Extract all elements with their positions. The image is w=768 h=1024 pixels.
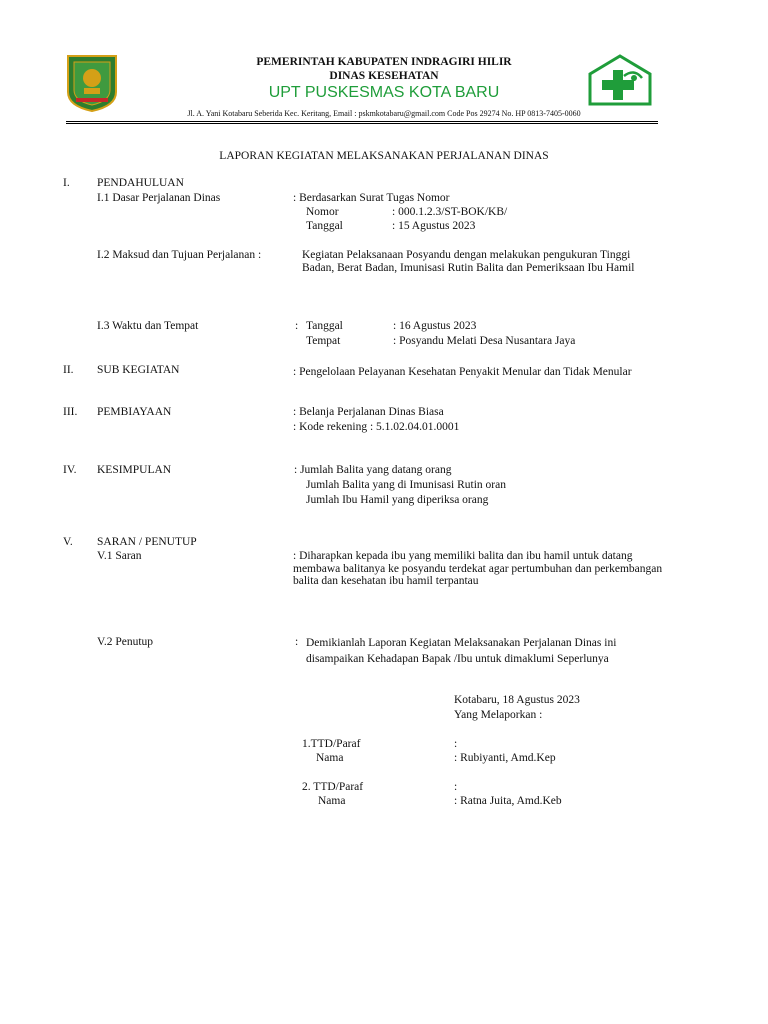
i3-tempat-label: Tempat — [306, 335, 341, 347]
section-5-number: V. — [63, 536, 73, 548]
ttd2-colon: : — [454, 781, 458, 793]
section-4-line-2: Jumlah Balita yang di Imunisasi Rutin oran — [306, 479, 506, 491]
nama1-value: : Rubiyanti, Amd.Kep — [454, 752, 556, 764]
v2-text: Demikianlah Laporan Kegiatan Melaksanakan Perjalanan Dinas ini disampaikan Kehadapan Bapak /Ibu untuk dimaklumi Seperlunya — [306, 637, 617, 665]
i1-label: I.1 Dasar Perjalanan Dinas — [97, 192, 221, 204]
section-3-number: III. — [63, 406, 78, 418]
nama2-value: : Ratna Juita, Amd.Keb — [454, 795, 562, 807]
i2-text: Kegiatan Pelaksanaan Posyandu dengan melakukan pengukuran Tinggi Badan, Berat Badan, Imunisasi Rutin Balita dan Pemeriksaan Ibu Hamil — [302, 249, 635, 274]
i3-colon: : — [295, 320, 299, 332]
signature-reporter: Yang Melaporkan : — [454, 709, 543, 721]
i1-nomor-label: Nomor — [306, 206, 339, 218]
nama1-label: Nama — [316, 752, 344, 764]
i3-tanggal-label: Tanggal — [306, 320, 343, 332]
section-5-label: SARAN / PENUTUP — [97, 536, 197, 548]
section-4-label: KESIMPULAN — [97, 464, 172, 476]
i1-nomor-value: : 000.1.2.3/ST-BOK/KB/ — [392, 206, 508, 218]
v1-text: : Diharapkan kepada ibu yang memiliki balita dan ibu hamil untuk datang membawa balitanya ke posyandu terdekat agar pertumbuhan dan perkembangan balita dan kesehatan ibu hamil terpantau — [293, 550, 663, 588]
section-4-number: IV. — [63, 464, 77, 476]
ttd2-label: 2. TTD/Paraf — [302, 781, 364, 793]
section-2-number: II. — [63, 364, 74, 376]
section-2-text: : Pengelolaan Pelayanan Kesehatan Penyakit Menular dan Tidak Menular — [293, 366, 632, 378]
section-1-label: PENDAHULUAN — [97, 177, 184, 189]
puskesmas-logo-icon — [586, 54, 654, 106]
v2-colon: : — [295, 636, 299, 648]
section-3-label: PEMBIAYAAN — [97, 406, 172, 418]
i3-tempat-value: : Posyandu Melati Desa Nusantara Jaya — [393, 335, 576, 347]
i1-tanggal-label: Tanggal — [306, 220, 343, 232]
i3-label: I.3 Waktu dan Tempat — [97, 320, 199, 332]
i1-intro: : Berdasarkan Surat Tugas Nomor — [293, 192, 450, 204]
v1-label: V.1 Saran — [97, 550, 142, 562]
ttd1-label: 1.TTD/Paraf — [302, 738, 361, 750]
v2-label: V.2 Penutup — [97, 636, 154, 648]
ttd1-colon: : — [454, 738, 458, 750]
header-rule — [66, 121, 658, 122]
header-line-3: UPT PUSKESMAS KOTA BARU — [268, 84, 500, 101]
section-3-line-1: : Belanja Perjalanan Dinas Biasa — [293, 406, 444, 418]
signature-place-date: Kotabaru, 18 Agustus 2023 — [454, 694, 580, 706]
section-4-line-1: : Jumlah Balita yang datang orang — [294, 464, 452, 476]
header-line-2: DINAS KESEHATAN — [329, 70, 439, 82]
document-title: LAPORAN KEGIATAN MELAKSANAKAN PERJALANAN DINAS — [219, 150, 549, 162]
i1-tanggal-value: : 15 Agustus 2023 — [392, 220, 476, 232]
header-address: Jl. A. Yani Kotabaru Seberida Kec. Keritang, Email : pskmkotabaru@gmail.com Code Pos 29274 No. HP 0813-7405-0060 — [187, 109, 581, 118]
section-1-number: I. — [63, 177, 70, 189]
i2-label: I.2 Maksud dan Tujuan Perjalanan : — [97, 249, 262, 261]
header-rule-2 — [66, 123, 658, 124]
section-3-line-2: : Kode rekening : 5.1.02.04.01.0001 — [293, 421, 460, 433]
section-2-label: SUB KEGIATAN — [97, 364, 180, 376]
header-line-1: PEMERINTAH KABUPATEN INDRAGIRI HILIR — [256, 56, 512, 68]
nama2-label: Nama — [318, 795, 346, 807]
section-4-line-3: Jumlah Ibu Hamil yang diperiksa orang — [306, 494, 489, 506]
i3-tanggal-value: : 16 Agustus 2023 — [393, 320, 477, 332]
